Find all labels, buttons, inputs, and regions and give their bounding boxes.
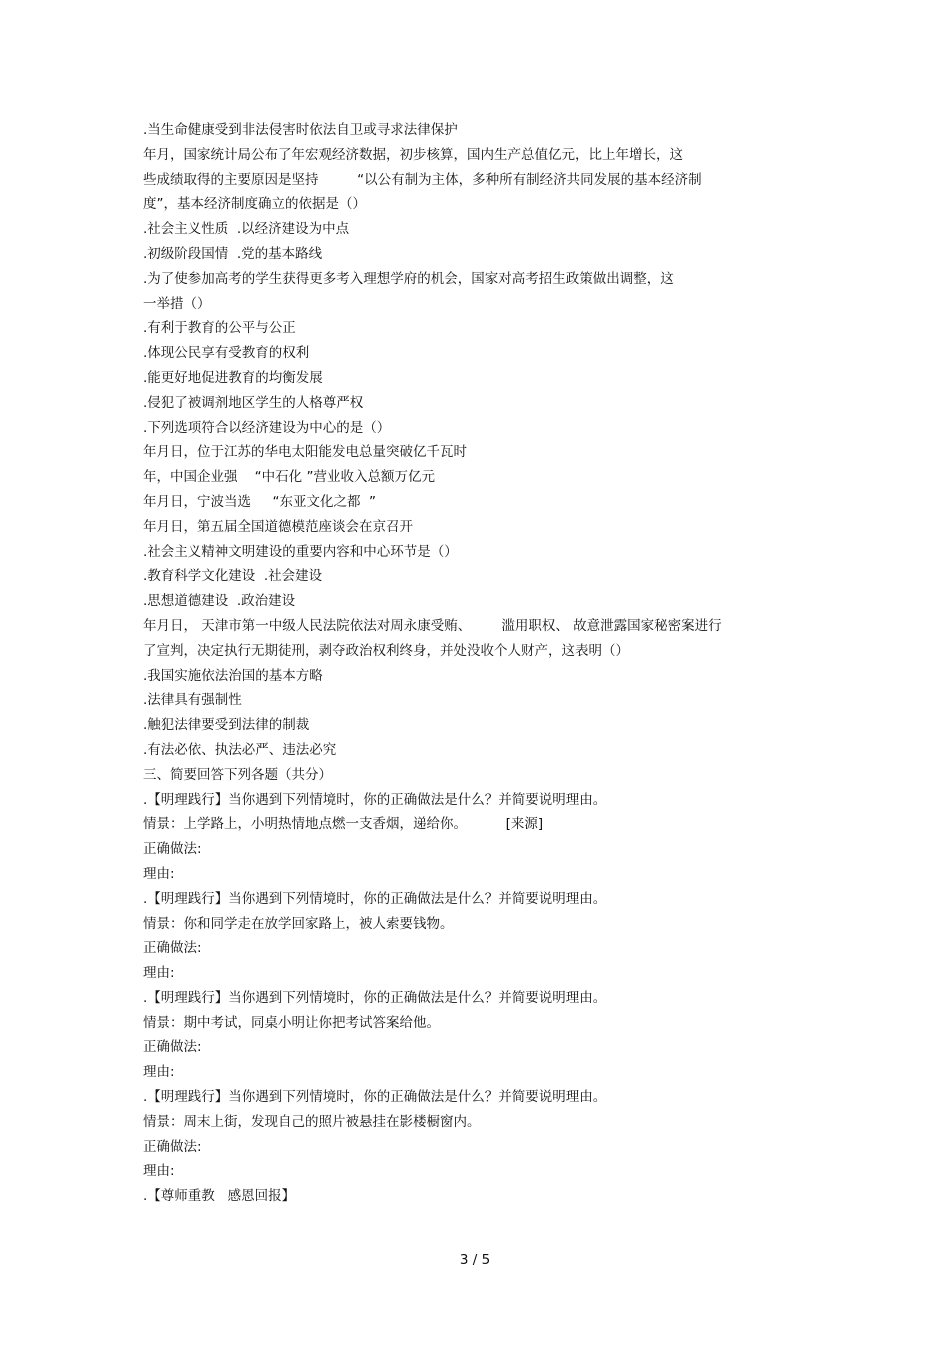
text-line: 年月日，第五届全国道德模范座谈会在京召开 — [143, 518, 413, 535]
text-line: .为了使参加高考的学生获得更多考入理想学府的机会，国家对高考招生政策做出调整，这 — [143, 270, 674, 287]
text-line: 年月日，宁波当选 “东亚文化之都 ” — [143, 493, 377, 510]
text-line: 正确做法: — [143, 841, 202, 858]
text-line: 理由: — [143, 1064, 175, 1081]
text-line: 正确做法: — [143, 1039, 202, 1056]
text-line: 年月日，位于江苏的华电太阳能发电总量突破亿千瓦时 — [143, 444, 467, 461]
text-line: .有利于教育的公平与公正 — [143, 320, 296, 337]
text-line: 情景：你和同学走在放学回家路上，被人索要钱物。 — [143, 915, 454, 932]
text-line: .下列选项符合以经济建设为中心的是（） — [143, 419, 391, 436]
text-line: 了宣判，决定执行无期徒刑，剥夺政治权利终身，并处没收个人财产，这表明（） — [143, 642, 629, 659]
text-line: 度”，基本经济制度确立的依据是（） — [143, 196, 366, 213]
text-line: .【明理践行】当你遇到下列情境时，你的正确做法是什么？并简要说明理由。 — [143, 1089, 607, 1106]
text-line: 情景：期中考试，同桌小明让你把考试答案给他。 — [143, 1014, 440, 1031]
text-line: .【尊师重教 感恩回报】 — [143, 1188, 296, 1205]
text-line: .社会主义性质 .以经济建设为中点 — [143, 221, 350, 238]
text-line: 一举措（） — [143, 295, 211, 312]
text-line: 情景：上学路上，小明热情地点燃一支香烟，递给你。 [来源] — [143, 816, 544, 833]
text-line: .【明理践行】当你遇到下列情境时，你的正确做法是什么？并简要说明理由。 — [143, 890, 607, 907]
text-line: .我国实施依法治国的基本方略 — [143, 667, 323, 684]
text-line: 年，中国企业强 “中石化 ”营业收入总额万亿元 — [143, 469, 435, 486]
text-line: .教育科学文化建设 .社会建设 — [143, 568, 323, 585]
text-line: 正确做法: — [143, 940, 202, 957]
text-line: .法律具有强制性 — [143, 692, 242, 709]
text-line: .能更好地促进教育的均衡发展 — [143, 369, 323, 386]
text-line: 正确做法: — [143, 1138, 202, 1155]
text-line: .有法必依、执法必严、违法必究 — [143, 741, 337, 758]
text-line: 些成绩取得的主要原因是坚持 “以公有制为主体，多种所有制经济共同发展的基本经济制 — [143, 171, 702, 188]
text-line: 年月日， 天津市第一中级人民法院依法对周永康受贿、 滥用职权、 故意泄露国家秘密案进行 — [143, 617, 722, 634]
text-line: .侵犯了被调剂地区学生的人格尊严权 — [143, 394, 364, 411]
text-line: 理由: — [143, 865, 175, 882]
text-line: 理由: — [143, 1163, 175, 1180]
page-number: 3 / 5 — [459, 1252, 491, 1268]
text-line: .【明理践行】当你遇到下列情境时，你的正确做法是什么？并简要说明理由。 — [143, 791, 607, 808]
text-line: .初级阶段国情 .党的基本路线 — [143, 245, 323, 262]
text-line: 理由: — [143, 965, 175, 982]
text-line: .社会主义精神文明建设的重要内容和中心环节是（） — [143, 543, 458, 560]
text-line: .【明理践行】当你遇到下列情境时，你的正确做法是什么？并简要说明理由。 — [143, 989, 607, 1006]
text-line: .思想道德建设 .政治建设 — [143, 593, 296, 610]
text-line: .体现公民享有受教育的权利 — [143, 345, 310, 362]
text-line: 三、简要回答下列各题（共分） — [143, 766, 332, 783]
text-line: 年月，国家统计局公布了年宏观经济数据，初步核算，国内生产总值亿元，比上年增长，这 — [143, 146, 683, 163]
text-line: .触犯法律要受到法律的制裁 — [143, 717, 310, 734]
text-line: 情景：周末上街，发现自己的照片被悬挂在影楼橱窗内。 — [143, 1113, 481, 1130]
text-line: .当生命健康受到非法侵害时依法自卫或寻求法律保护 — [143, 122, 458, 138]
document-body — [143, 118, 803, 1209]
